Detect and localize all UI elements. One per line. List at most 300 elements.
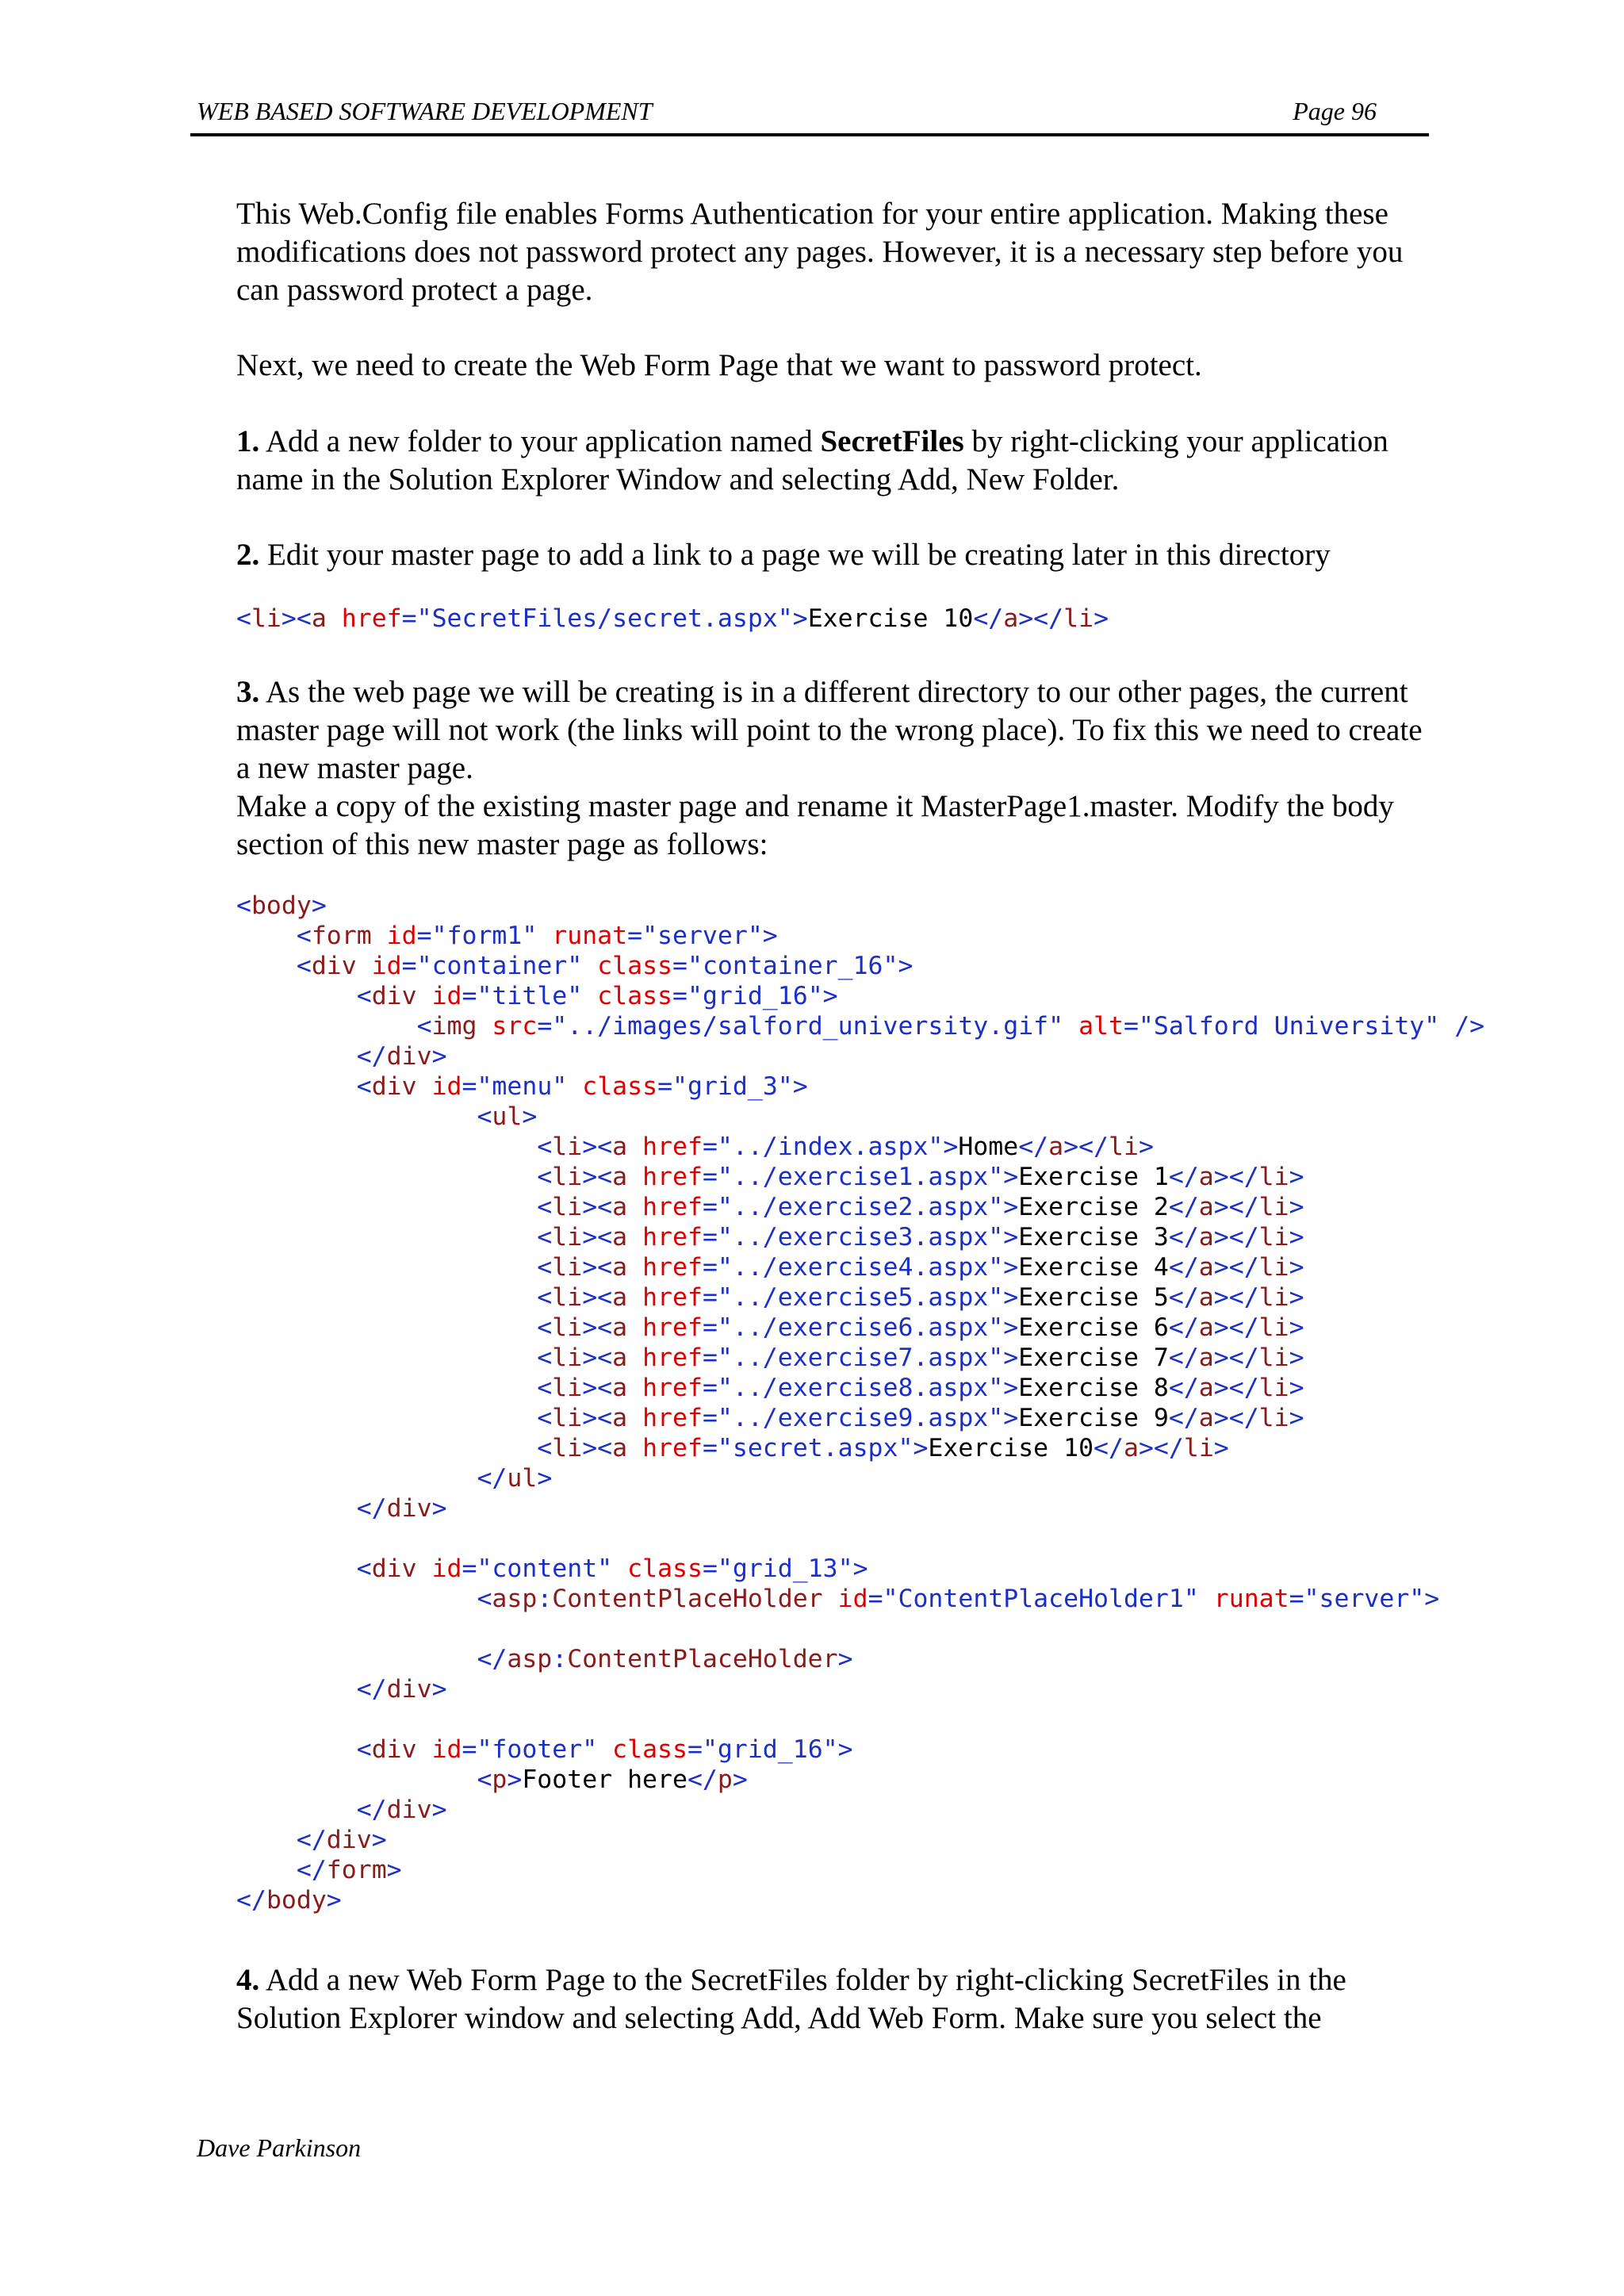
code-token (236, 1645, 477, 1673)
code-token: body (266, 1886, 327, 1915)
code-token: < (537, 1163, 553, 1191)
code-token: ="grid_16"> (672, 982, 838, 1010)
code-token: ="../exercise3.aspx"> (702, 1223, 1019, 1251)
code-token: ="Salford University" (1123, 1012, 1440, 1041)
code-token: > (371, 1826, 387, 1854)
code-token: < (356, 1735, 372, 1764)
code-token (1063, 1012, 1078, 1041)
code-line (236, 604, 1109, 634)
code-token (236, 1796, 357, 1824)
code-token: id (431, 1554, 462, 1583)
code-token (582, 982, 597, 1010)
code-token: a (1198, 1404, 1214, 1432)
code-token: > (311, 891, 327, 920)
code-line (236, 1433, 1484, 1463)
code-token: li (1258, 1163, 1289, 1191)
code-token: body (251, 891, 312, 920)
code-token: ="container" (401, 952, 583, 980)
code-token (597, 1735, 612, 1764)
code-line (236, 1162, 1484, 1192)
code-token: >< (582, 1283, 613, 1312)
code-token (236, 1374, 537, 1402)
code-token: >< (582, 1253, 613, 1282)
code-token: ></ (1063, 1133, 1109, 1161)
code-token (417, 1554, 432, 1583)
code-token: Exercise 8 (1018, 1374, 1169, 1402)
code-token: a (1198, 1163, 1214, 1191)
code-token: > (1289, 1374, 1304, 1402)
code-token (236, 1102, 477, 1131)
code-token: ="container_16"> (672, 952, 914, 980)
code-token (236, 1042, 357, 1071)
code-token: Exercise 10 (807, 604, 974, 633)
code-token (477, 1012, 492, 1041)
code-token (236, 1434, 537, 1462)
code-token: li (1258, 1223, 1289, 1251)
code-token (537, 922, 552, 950)
code-token: a (1198, 1193, 1214, 1221)
code-token: a (1198, 1253, 1214, 1282)
code-token (236, 1675, 357, 1704)
code-line (236, 1403, 1484, 1433)
step-1 (236, 423, 1426, 499)
code-token: li (251, 604, 282, 633)
code-token: a (1198, 1223, 1214, 1251)
code-token (567, 1072, 582, 1101)
code-token (627, 1193, 642, 1221)
code-token: < (296, 922, 312, 950)
code-line (236, 1554, 1484, 1584)
step-2-number: 2. (236, 538, 260, 572)
code-token: </ (1168, 1253, 1199, 1282)
code-token: > (1289, 1193, 1304, 1221)
step-4-text: Add a new Web Form Page to the SecretFiles folder by right-clicking SecretFiles in the Solution Explorer window and selecting Add, Add Web Form. Make sure you select the (236, 1963, 1346, 2035)
code-token: < (356, 982, 372, 1010)
step-3-text-b: Make a copy of the existing master page and rename it MasterPage1.master. Modify the body section of this new master page as follows: (236, 789, 1394, 861)
code-token: </ (687, 1765, 718, 1794)
code-line (236, 1373, 1484, 1403)
code-token (236, 1494, 357, 1523)
code-line (236, 1011, 1484, 1041)
code-block-link (236, 604, 1109, 634)
code-token: Exercise 7 (1018, 1343, 1169, 1372)
code-token: li (1258, 1343, 1289, 1372)
step-3 (236, 673, 1426, 864)
code-token: li (1063, 604, 1094, 633)
code-token: li (552, 1163, 583, 1191)
code-token (627, 1163, 642, 1191)
code-token: id (431, 1735, 462, 1764)
code-token: li (552, 1313, 583, 1342)
code-token (627, 1253, 642, 1282)
code-token: ="server"> (627, 922, 778, 950)
code-line (236, 1493, 1484, 1524)
code-line (236, 1192, 1484, 1222)
code-token: >< (582, 1163, 613, 1191)
code-token: alt (1078, 1012, 1124, 1041)
code-token: Exercise 4 (1018, 1253, 1169, 1282)
code-token (236, 1856, 297, 1884)
code-token: ="footer" (462, 1735, 598, 1764)
code-token: > (1289, 1313, 1304, 1342)
paragraph-intro: This Web.Config file enables Forms Authentication for your entire application. Making these modifications does not password protect any pages. However, it is a necessary step before you can password protect a page. (236, 197, 1404, 307)
code-token: ></ (1213, 1313, 1259, 1342)
code-token: href (642, 1434, 703, 1462)
step-4-number: 4. (236, 1963, 260, 1997)
code-line (236, 1222, 1484, 1252)
code-line (236, 1132, 1484, 1162)
code-token: li (552, 1434, 583, 1462)
code-token: class (612, 1735, 688, 1764)
code-token (612, 1554, 627, 1583)
code-token: a (612, 1313, 628, 1342)
code-token (236, 1343, 537, 1372)
code-token: Exercise 10 (928, 1434, 1094, 1462)
code-token: : (537, 1585, 553, 1613)
code-token: div (371, 1554, 417, 1583)
code-token: li (552, 1404, 583, 1432)
code-token: Exercise 3 (1018, 1223, 1169, 1251)
code-line (236, 1885, 1484, 1915)
code-token: a (612, 1223, 628, 1251)
step-3-number: 3. (236, 675, 260, 709)
code-token: > (1289, 1283, 1304, 1312)
code-token: ="secret.aspx"> (702, 1434, 929, 1462)
code-token: </ (356, 1494, 387, 1523)
code-token: class (627, 1554, 703, 1583)
code-token: > (537, 1464, 553, 1493)
code-token (236, 1012, 417, 1041)
code-token: >< (281, 604, 312, 633)
code-token: href (642, 1283, 703, 1312)
code-token: id (431, 982, 462, 1010)
code-token: li (552, 1133, 583, 1161)
code-token: a (612, 1343, 628, 1372)
code-token: ul (492, 1102, 523, 1131)
code-token (627, 1133, 642, 1161)
code-token: ="ContentPlaceHolder1" (868, 1585, 1199, 1613)
code-token: src (492, 1012, 538, 1041)
code-token: ="../index.aspx"> (702, 1133, 959, 1161)
code-token: Exercise 6 (1018, 1313, 1169, 1342)
footer-author: Dave Parkinson (197, 2133, 362, 2162)
step-4 (236, 1961, 1426, 2037)
code-token: > (1289, 1404, 1304, 1432)
code-token (236, 1826, 297, 1854)
code-token: < (477, 1765, 492, 1794)
code-token: runat (1213, 1585, 1289, 1613)
code-token: div (371, 1072, 417, 1101)
code-line (236, 951, 1484, 981)
code-token: ></ (1213, 1163, 1259, 1191)
code-token: li (1258, 1404, 1289, 1432)
code-token: asp (492, 1585, 538, 1613)
code-token: > (431, 1494, 447, 1523)
code-token (236, 1404, 537, 1432)
code-line (236, 1313, 1484, 1343)
code-token (236, 1554, 357, 1583)
code-token: </ (1168, 1283, 1199, 1312)
code-token: Footer here (522, 1765, 688, 1794)
code-token: >< (582, 1374, 613, 1402)
code-token (417, 1735, 432, 1764)
code-token: id (837, 1585, 868, 1613)
code-token: > (1138, 1133, 1154, 1161)
code-token (236, 952, 297, 980)
code-token: ></ (1018, 604, 1064, 633)
code-line (236, 1825, 1484, 1855)
code-token: a (612, 1283, 628, 1312)
code-token: li (552, 1374, 583, 1402)
code-line (236, 1584, 1484, 1614)
code-line (236, 921, 1484, 951)
code-token: >< (582, 1404, 613, 1432)
code-line (236, 1644, 1484, 1674)
code-line (236, 981, 1484, 1011)
code-token: a (311, 604, 327, 633)
code-line (236, 1343, 1484, 1373)
code-token: div (371, 1735, 417, 1764)
code-token: form (311, 922, 372, 950)
code-line (236, 891, 1484, 921)
code-token: < (537, 1434, 553, 1462)
code-token: >< (582, 1343, 613, 1372)
code-token: div (386, 1796, 432, 1824)
code-token: li (552, 1223, 583, 1251)
code-line (236, 1674, 1484, 1704)
code-token (627, 1343, 642, 1372)
code-token: >< (582, 1223, 613, 1251)
code-line (236, 1524, 1484, 1554)
code-token: li (552, 1283, 583, 1312)
code-token: div (371, 982, 417, 1010)
code-token: < (537, 1343, 553, 1372)
code-token (1439, 1012, 1454, 1041)
code-token: >< (582, 1193, 613, 1221)
code-token: > (507, 1765, 523, 1794)
code-token (627, 1374, 642, 1402)
code-token: > (431, 1796, 447, 1824)
code-token: > (1289, 1343, 1304, 1372)
code-token: ></ (1213, 1404, 1259, 1432)
code-token: </ (296, 1826, 327, 1854)
code-token: a (1003, 604, 1019, 633)
code-token: Home (958, 1133, 1019, 1161)
code-line (236, 1102, 1484, 1132)
code-token: div (386, 1042, 432, 1071)
code-token: </ (236, 1886, 266, 1915)
code-token: </ (356, 1796, 387, 1824)
code-token: ="grid_16"> (687, 1735, 853, 1764)
code-token: img (431, 1012, 477, 1041)
code-token: > (522, 1102, 538, 1131)
code-token: ="../exercise5.aspx"> (702, 1283, 1019, 1312)
code-token: href (642, 1343, 703, 1372)
code-token: ="../exercise4.aspx"> (702, 1253, 1019, 1282)
code-token (236, 1193, 537, 1221)
code-token: < (236, 891, 251, 920)
code-token: ="../exercise2.aspx"> (702, 1193, 1019, 1221)
code-token: > (1289, 1253, 1304, 1282)
code-token: < (477, 1585, 492, 1613)
code-token (236, 1735, 357, 1764)
code-token: < (356, 1554, 372, 1583)
code-token: a (612, 1193, 628, 1221)
header-page-number: Page 96 (1293, 97, 1377, 125)
code-token: li (1258, 1283, 1289, 1312)
code-token: </ (1168, 1163, 1199, 1191)
code-token: div (311, 952, 357, 980)
code-token: </ (356, 1042, 387, 1071)
code-token: ="../exercise7.aspx"> (702, 1343, 1019, 1372)
code-token: li (552, 1193, 583, 1221)
step-2 (236, 536, 1426, 574)
step-2-text: Edit your master page to add a link to a page we will be creating later in this directory (267, 538, 1331, 572)
code-token: class (597, 982, 673, 1010)
code-token: ="../exercise6.aspx"> (702, 1313, 1019, 1342)
code-token: ="../exercise9.aspx"> (702, 1404, 1019, 1432)
code-token: </ (1018, 1133, 1049, 1161)
code-token: > (1289, 1163, 1304, 1191)
code-token: a (1123, 1434, 1139, 1462)
code-line (236, 1071, 1484, 1102)
code-token: a (1198, 1343, 1214, 1372)
code-token: href (642, 1374, 703, 1402)
code-token: li (1183, 1434, 1214, 1462)
step-1-text-a: Add a new folder to your application named (265, 424, 813, 458)
code-token: li (1258, 1313, 1289, 1342)
code-token: class (582, 1072, 658, 1101)
code-token (627, 1313, 642, 1342)
code-token: < (537, 1283, 553, 1312)
code-token: < (537, 1404, 553, 1432)
step-1-folder-name: SecretFiles (820, 424, 964, 458)
code-token: ContentPlaceHolder (552, 1585, 823, 1613)
code-token: ="grid_13"> (702, 1554, 868, 1583)
code-token: > (386, 1856, 402, 1884)
code-token: : (552, 1645, 568, 1673)
paragraph-next: Next, we need to create the Web Form Page that we want to password protect. (236, 348, 1202, 382)
code-token (627, 1404, 642, 1432)
code-token: a (1048, 1133, 1064, 1161)
code-token: a (612, 1163, 628, 1191)
code-token: </ (973, 604, 1004, 633)
code-token (236, 1072, 357, 1101)
code-line (236, 1765, 1484, 1795)
code-token (236, 922, 297, 950)
code-token: p (717, 1765, 733, 1794)
code-token: href (642, 1404, 703, 1432)
code-token: li (552, 1343, 583, 1372)
code-token: > (326, 1886, 342, 1915)
code-token: div (386, 1494, 432, 1523)
step-1-text-b: by right-clicking your application name in the Solution Explorer Window and selecting Add, New Folder. (236, 424, 1388, 496)
code-token: href (341, 604, 402, 633)
code-token: < (477, 1102, 492, 1131)
code-token: < (537, 1253, 553, 1282)
code-token (582, 952, 597, 980)
code-token (236, 1765, 477, 1794)
code-token: < (356, 1072, 372, 1101)
code-token: a (1198, 1283, 1214, 1312)
code-token: </ (1168, 1193, 1199, 1221)
code-token: > (431, 1042, 447, 1071)
code-token: </ (1094, 1434, 1124, 1462)
code-token: </ (296, 1856, 327, 1884)
code-token: ="content" (462, 1554, 613, 1583)
code-token: < (296, 952, 312, 980)
code-token: > (1094, 604, 1109, 633)
code-token: ="../exercise8.aspx"> (702, 1374, 1019, 1402)
code-token (417, 1072, 432, 1101)
code-token (627, 1283, 642, 1312)
code-token: li (552, 1253, 583, 1282)
code-token: ></ (1213, 1193, 1259, 1221)
code-token (236, 982, 357, 1010)
code-token: id (431, 1072, 462, 1101)
code-token (236, 1253, 537, 1282)
code-line (236, 1463, 1484, 1493)
code-line (236, 1734, 1484, 1765)
code-token: li (1258, 1193, 1289, 1221)
code-token (627, 1223, 642, 1251)
code-token: </ (356, 1675, 387, 1704)
code-token: a (612, 1434, 628, 1462)
code-line (236, 1795, 1484, 1825)
code-token: a (612, 1133, 628, 1161)
code-token: </ (1168, 1374, 1199, 1402)
code-token: > (732, 1765, 748, 1794)
code-token: ></ (1213, 1343, 1259, 1372)
code-token (236, 1133, 537, 1161)
code-token: > (837, 1645, 853, 1673)
code-token: ></ (1213, 1223, 1259, 1251)
code-token: div (326, 1826, 372, 1854)
code-token (417, 982, 432, 1010)
code-token: ="../images/salford_university.gif" (537, 1012, 1064, 1041)
header-title: WEB BASED SOFTWARE DEVELOPMENT (197, 97, 653, 125)
code-token: href (642, 1223, 703, 1251)
code-token (236, 1464, 477, 1493)
code-token (236, 1313, 537, 1342)
code-token: ="server"> (1289, 1585, 1440, 1613)
code-token: Exercise 5 (1018, 1283, 1169, 1312)
code-token: id (386, 922, 417, 950)
code-token: ="../exercise1.aspx"> (702, 1163, 1019, 1191)
code-token: > (431, 1675, 447, 1704)
code-token: a (1198, 1374, 1214, 1402)
step-1-number: 1. (236, 424, 260, 458)
code-token: < (236, 604, 251, 633)
code-token: Exercise 1 (1018, 1163, 1169, 1191)
code-token: ></ (1213, 1283, 1259, 1312)
code-token (236, 1283, 537, 1312)
code-token: ul (507, 1464, 538, 1493)
code-token (357, 952, 372, 980)
code-token: id (371, 952, 402, 980)
code-token: < (537, 1223, 553, 1251)
code-token: ContentPlaceHolder (567, 1645, 838, 1673)
code-token (236, 1223, 537, 1251)
code-token: ="title" (462, 982, 583, 1010)
page-header (190, 94, 1429, 136)
code-token: form (326, 1856, 387, 1884)
code-token: ></ (1213, 1374, 1259, 1402)
code-line (236, 1614, 1484, 1644)
code-line (236, 1704, 1484, 1734)
code-token: ="menu" (462, 1072, 568, 1101)
code-token: a (612, 1404, 628, 1432)
